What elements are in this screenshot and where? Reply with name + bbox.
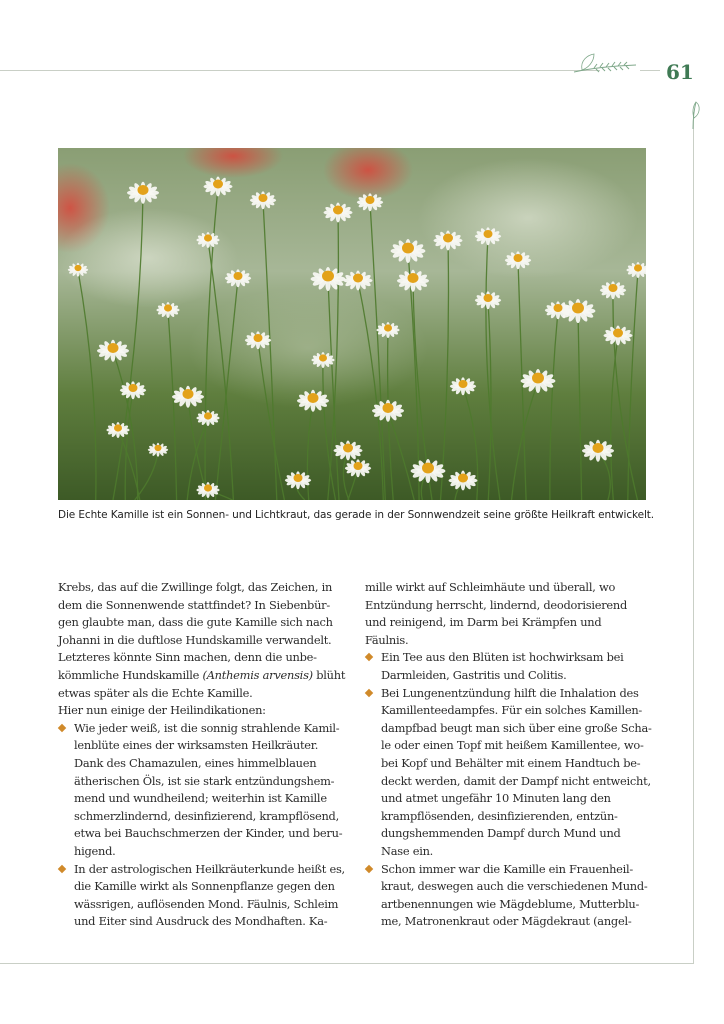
latin-name: (Anthemis arvensis) — [202, 667, 313, 682]
text-line: deckt werden, damit der Dampf nicht entweicht, — [381, 773, 651, 788]
text-line: Bei Lungenentzündung hilft die Inhalation des — [381, 685, 639, 700]
text-line: schmerzlindernd, desinfizierend, krampflösend, — [74, 808, 339, 823]
text-line: und reinigend, im Darm bei Krämpfen und — [365, 615, 602, 630]
text-line: bei Kopf und Behälter mit einem Handtuch be- — [381, 755, 641, 770]
diamond-bullet-icon — [58, 864, 66, 872]
list-item — [365, 685, 652, 861]
text-line: dampfbad beugt man sich über eine große Scha- — [381, 720, 652, 735]
text-column-right — [365, 579, 652, 931]
text-line: lenblüte eines der wirksamsten Heilkräuter. — [74, 738, 319, 753]
text-line: dungshemmenden Dampf durch Mund und — [381, 826, 621, 841]
text-line: und atmet ungefähr 10 Minuten lang den — [381, 791, 611, 806]
list-item — [365, 649, 647, 684]
text-line: Darmleiden, Gastritis und Colitis. — [381, 667, 567, 682]
intro-paragraph — [58, 579, 346, 720]
indication-list — [365, 649, 652, 931]
text-fragment: blüht — [312, 667, 346, 682]
text-line: higend. — [74, 843, 116, 858]
leaf-corner-icon — [684, 98, 702, 130]
text-line: krampflösenden, desinfizierenden, entzün- — [381, 808, 618, 823]
text-line: Fäulnis. — [365, 632, 409, 647]
text-line: Entzündung herrscht, lindernd, deodorisierend — [365, 597, 628, 612]
diamond-bullet-icon — [58, 724, 66, 732]
leaf-sprig-icon — [572, 52, 638, 78]
text-line: Krebs, das auf die Zwillinge folgt, das Zeichen, in — [58, 580, 333, 594]
text-line: Wie jeder weiß, ist die sonnig strahlende Kamil- — [74, 720, 340, 735]
frame-top-line — [0, 70, 600, 71]
text-line: Kamillenteedampfes. Für ein solches Kamillen- — [381, 703, 643, 718]
text-line: artbenennungen wie Mägdeblume, Mutterblu- — [381, 896, 640, 911]
text-line: mille wirkt auf Schleimhäute und überall, wo — [365, 580, 616, 594]
diamond-bullet-icon — [365, 653, 373, 661]
text-line: me, Matronenkraut oder Mägdekraut (angel- — [381, 914, 632, 929]
page-number: 61 — [666, 60, 694, 84]
text-line: etwa bei Bauchschmerzen der Kinder, und beru- — [74, 826, 343, 841]
text-line: gen glaubte man, dass die gute Kamille sich nach — [58, 615, 333, 630]
text-line: wässrigen, auflösenden Mond. Fäulnis, Schleim — [74, 896, 339, 911]
frame-bottom-line — [0, 963, 694, 964]
text-line: Hier nun einige der Heilindikationen: — [58, 703, 266, 718]
text-line: Letzteres könnte Sinn machen, denn die unbe- — [58, 650, 317, 665]
frame-right-line — [693, 112, 694, 964]
text-line: Johanni in die duftlose Hundskamille verwandelt. — [58, 632, 332, 647]
text-line: le oder einen Topf mit heißem Kamillentee, wo- — [381, 738, 644, 753]
text-column-left — [58, 579, 346, 931]
continuation-paragraph — [365, 579, 647, 649]
frame-top-line-end — [640, 70, 660, 71]
list-item — [365, 861, 647, 931]
text-line: Nase ein. — [381, 843, 434, 858]
text-line: kraut, deswegen auch die verschiedenen Mund- — [381, 879, 648, 894]
text-line: die Kamille wirkt als Sonnenpflanze gegen den — [74, 879, 335, 894]
chamomile-field-photo — [58, 148, 646, 500]
text-line: dem die Sonnenwende stattfindet? In Siebenbür- — [58, 597, 330, 612]
diamond-bullet-icon — [365, 864, 373, 872]
text-line: Ein Tee aus den Blüten ist hochwirksam bei — [381, 650, 624, 665]
photo-caption: Die Echte Kamille ist ein Sonnen- und Lichtkraut, das gerade in der Sonnwendzeit seine größte Heilkraft entwickelt. — [58, 509, 655, 521]
text-line: mend und wundheilend; weiterhin ist Kamille — [74, 791, 327, 806]
text-line: ätherischen Öls, ist sie stark entzündungshem- — [74, 773, 335, 788]
list-item — [58, 720, 343, 861]
list-item — [58, 861, 345, 931]
text-line: Schon immer war die Kamille ein Frauenheil- — [381, 861, 634, 876]
text-line — [58, 667, 346, 685]
text-line: und Eiter sind Ausdruck des Mondhaften. Ka- — [74, 914, 328, 929]
text-line: Dank des Chamazulen, eines himmelblauen — [74, 755, 317, 770]
diamond-bullet-icon — [365, 688, 373, 696]
text-fragment: kömmliche Hundskamille — [58, 667, 203, 682]
text-line: In der astrologischen Heilkräuterkunde heißt es, — [74, 861, 345, 876]
indication-list — [58, 720, 345, 931]
text-line: etwas später als die Echte Kamille. — [58, 685, 253, 700]
